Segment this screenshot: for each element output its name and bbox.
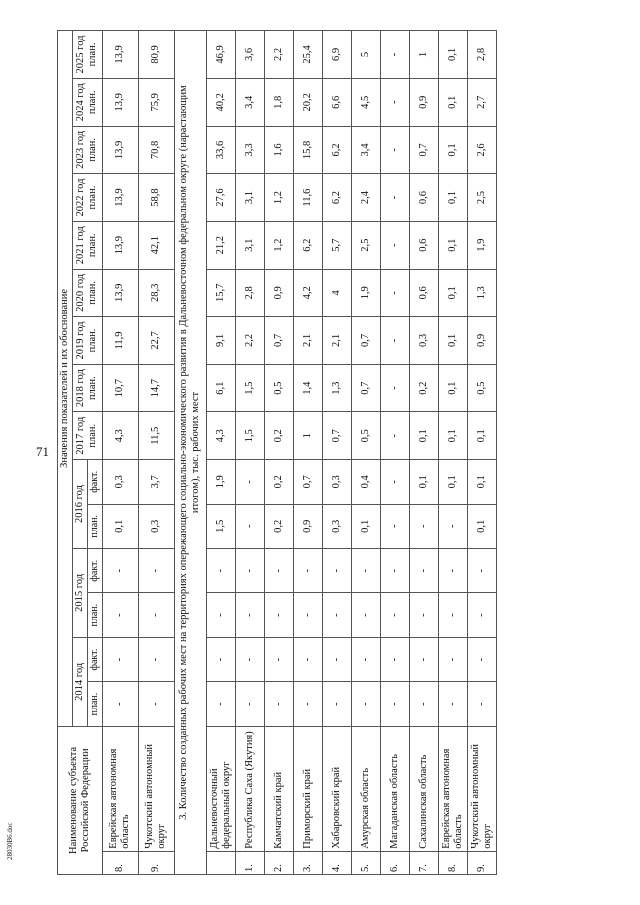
- table-row: [102, 31, 138, 875]
- value-cell: 13,9: [102, 78, 138, 126]
- plan-2016-header: план.: [88, 504, 103, 548]
- year-2019-header: 2019 год план.: [73, 317, 103, 365]
- value-cell: 0,5: [351, 412, 380, 460]
- table-row: [351, 31, 380, 875]
- value-cell: 0,9: [467, 317, 496, 365]
- subject-name: Дальневосточный федеральный округ: [206, 726, 235, 851]
- value-cell: 70,8: [138, 126, 174, 174]
- value-cell: -: [351, 637, 380, 681]
- year-2025-header: 2025 год план.: [73, 31, 103, 79]
- value-cell: -: [322, 682, 351, 726]
- value-cell: 1,5: [206, 504, 235, 548]
- value-cell: -: [380, 460, 409, 504]
- value-cell: 0,1: [409, 412, 438, 460]
- value-cell: -: [467, 593, 496, 637]
- value-cell: 0,7: [293, 460, 322, 504]
- value-cell: -: [438, 682, 467, 726]
- table-row: [264, 31, 293, 875]
- table-row: [206, 31, 235, 875]
- value-cell: 3,4: [235, 78, 264, 126]
- value-cell: 13,9: [102, 126, 138, 174]
- value-cell: -: [380, 174, 409, 222]
- subject-name: Еврейская автономная область: [438, 726, 467, 851]
- value-cell: -: [380, 593, 409, 637]
- value-cell: 4: [322, 269, 351, 317]
- value-cell: 5,7: [322, 221, 351, 269]
- value-cell: 0,2: [264, 504, 293, 548]
- value-cell: 2,2: [264, 31, 293, 79]
- value-cell: -: [138, 548, 174, 592]
- year-2024-header: 2024 год план.: [73, 78, 103, 126]
- table-row: [438, 31, 467, 875]
- value-cell: 0,9: [293, 504, 322, 548]
- table-row: [409, 31, 438, 875]
- value-cell: -: [409, 682, 438, 726]
- value-cell: 1,4: [293, 364, 322, 412]
- row-index: 7.: [409, 851, 438, 874]
- table-header: [58, 31, 103, 875]
- value-cell: 27,6: [206, 174, 235, 222]
- value-cell: 11,5: [138, 412, 174, 460]
- value-cell: 1,5: [235, 364, 264, 412]
- value-cell: -: [293, 548, 322, 592]
- value-cell: 0,6: [409, 174, 438, 222]
- value-cell: 0,1: [467, 460, 496, 504]
- value-cell: 13,9: [102, 174, 138, 222]
- value-cell: 0,7: [264, 317, 293, 365]
- value-cell: 1,9: [351, 269, 380, 317]
- value-cell: -: [438, 593, 467, 637]
- fact-2016-header: факт.: [88, 460, 103, 504]
- section-title: 3. Количество созданных рабочих мест на территориях опережающего социально-экономического развития в Дальневосточном федеральном округе (нарастающим итогом), тыс. рабочих мест: [174, 31, 206, 875]
- year-2016-header: 2016 год: [73, 460, 88, 549]
- value-cell: 6,2: [322, 126, 351, 174]
- subject-name: Камчатский край: [264, 726, 293, 851]
- value-cell: -: [102, 548, 138, 592]
- value-cell: -: [206, 593, 235, 637]
- subject-name: Чукотский автономный округ: [138, 726, 174, 851]
- value-cell: -: [380, 548, 409, 592]
- value-cell: -: [206, 637, 235, 681]
- value-cell: 1,9: [467, 221, 496, 269]
- row-index: 9.: [467, 851, 496, 874]
- value-cell: 4,3: [206, 412, 235, 460]
- value-cell: 0,5: [467, 364, 496, 412]
- value-cell: 80,9: [138, 31, 174, 79]
- value-cell: 0,1: [438, 174, 467, 222]
- year-2022-header: 2022 год план.: [73, 174, 103, 222]
- value-cell: 1: [293, 412, 322, 460]
- subject-name: Амурская область: [351, 726, 380, 851]
- value-cell: -: [102, 593, 138, 637]
- value-cell: 40,2: [206, 78, 235, 126]
- value-cell: -: [380, 364, 409, 412]
- value-cell: 0,1: [438, 221, 467, 269]
- value-cell: 6,6: [322, 78, 351, 126]
- page-number: 71: [36, 444, 49, 459]
- value-cell: 3,1: [235, 174, 264, 222]
- value-cell: -: [235, 548, 264, 592]
- value-cell: 2,5: [467, 174, 496, 222]
- value-cell: -: [206, 682, 235, 726]
- value-cell: -: [235, 637, 264, 681]
- value-cell: -: [380, 126, 409, 174]
- value-cell: 3,6: [235, 31, 264, 79]
- value-cell: 0,4: [351, 460, 380, 504]
- value-cell: -: [235, 460, 264, 504]
- fact-2015-header: факт.: [88, 548, 103, 592]
- row-index: 2.: [264, 851, 293, 874]
- value-cell: -: [138, 682, 174, 726]
- value-cell: 11,9: [102, 317, 138, 365]
- table-row: [138, 31, 174, 875]
- value-cell: 0,7: [322, 412, 351, 460]
- value-cell: 20,2: [293, 78, 322, 126]
- value-cell: -: [380, 269, 409, 317]
- subject-name: Еврейская автономная область: [102, 726, 138, 851]
- value-cell: -: [380, 317, 409, 365]
- value-cell: 0,2: [264, 460, 293, 504]
- value-cell: -: [351, 548, 380, 592]
- value-cell: 0,9: [409, 78, 438, 126]
- value-cell: -: [409, 593, 438, 637]
- table-body-bottom: [206, 31, 496, 875]
- value-cell: -: [467, 682, 496, 726]
- value-cell: 0,3: [322, 504, 351, 548]
- value-cell: 13,9: [102, 269, 138, 317]
- year-2018-header: 2018 год план.: [73, 364, 103, 412]
- value-cell: 0,2: [409, 364, 438, 412]
- year-2020-header: 2020 год план.: [73, 269, 103, 317]
- value-cell: 15,7: [206, 269, 235, 317]
- subject-name-header: Наименование субъекта Российской Федерации: [58, 726, 103, 874]
- value-cell: 2,4: [351, 174, 380, 222]
- value-cell: -: [235, 593, 264, 637]
- table-body-top: [102, 31, 174, 875]
- value-cell: -: [351, 682, 380, 726]
- value-cell: 0,1: [438, 460, 467, 504]
- year-2015-header: 2015 год: [73, 548, 88, 637]
- value-cell: 58,8: [138, 174, 174, 222]
- table-row: [467, 31, 496, 875]
- subject-name: Магаданская область: [380, 726, 409, 851]
- value-cell: 3,7: [138, 460, 174, 504]
- value-cell: 2,1: [293, 317, 322, 365]
- value-cell: 2,2: [235, 317, 264, 365]
- value-cell: 2,5: [351, 221, 380, 269]
- subject-name: Чукотский автономный округ: [467, 726, 496, 851]
- value-cell: 0,3: [409, 317, 438, 365]
- value-cell: -: [264, 682, 293, 726]
- value-cell: -: [467, 548, 496, 592]
- plan-2014-header: план.: [88, 682, 103, 726]
- value-cell: -: [138, 637, 174, 681]
- value-cell: -: [322, 548, 351, 592]
- value-cell: 0,1: [438, 78, 467, 126]
- year-2017-header: 2017 год план.: [73, 412, 103, 460]
- value-cell: 6,2: [322, 174, 351, 222]
- value-cell: 0,5: [264, 364, 293, 412]
- table-row: [293, 31, 322, 875]
- value-cell: -: [380, 637, 409, 681]
- value-cell: 1,3: [322, 364, 351, 412]
- value-cell: 4,2: [293, 269, 322, 317]
- value-cell: 4,3: [102, 412, 138, 460]
- value-cell: -: [102, 682, 138, 726]
- value-cell: 6,1: [206, 364, 235, 412]
- row-index: 4.: [322, 851, 351, 874]
- section-3: [174, 31, 206, 875]
- value-cell: -: [467, 637, 496, 681]
- value-cell: 0,6: [409, 221, 438, 269]
- value-cell: -: [235, 682, 264, 726]
- value-cell: -: [293, 682, 322, 726]
- value-cell: 2,6: [467, 126, 496, 174]
- value-cell: -: [380, 221, 409, 269]
- value-cell: -: [102, 637, 138, 681]
- row-index: 8.: [102, 851, 138, 874]
- year-2014-header: 2014 год: [73, 637, 88, 726]
- value-cell: 9,1: [206, 317, 235, 365]
- subject-name: Республика Саха (Якутия): [235, 726, 264, 851]
- value-cell: 3,3: [235, 126, 264, 174]
- value-cell: 46,9: [206, 31, 235, 79]
- value-cell: 10,7: [102, 364, 138, 412]
- value-cell: 6,9: [322, 31, 351, 79]
- row-index: 3.: [293, 851, 322, 874]
- value-cell: 3,1: [235, 221, 264, 269]
- value-cell: 25,4: [293, 31, 322, 79]
- value-cell: -: [264, 548, 293, 592]
- value-cell: 1: [409, 31, 438, 79]
- value-cell: -: [138, 593, 174, 637]
- value-cell: 0,2: [264, 412, 293, 460]
- value-cell: 28,3: [138, 269, 174, 317]
- value-cell: -: [380, 412, 409, 460]
- value-cell: 0,1: [409, 460, 438, 504]
- table-row: [235, 31, 264, 875]
- value-cell: -: [293, 637, 322, 681]
- value-cell: 6,2: [293, 221, 322, 269]
- value-cell: 22,7: [138, 317, 174, 365]
- year-2023-header: 2023 год план.: [73, 126, 103, 174]
- table-row: [380, 31, 409, 875]
- value-cell: 13,9: [102, 31, 138, 79]
- value-cell: 0,3: [138, 504, 174, 548]
- value-cell: -: [438, 637, 467, 681]
- value-cell: 0,1: [438, 364, 467, 412]
- row-index: 1.: [235, 851, 264, 874]
- value-cell: -: [380, 78, 409, 126]
- value-cell: -: [235, 504, 264, 548]
- value-cell: 1,9: [206, 460, 235, 504]
- value-cell: -: [380, 682, 409, 726]
- value-cell: 5: [351, 31, 380, 79]
- value-cell: 0,1: [438, 31, 467, 79]
- year-2021-header: 2021 год план.: [73, 221, 103, 269]
- value-cell: 33,6: [206, 126, 235, 174]
- value-cell: 2,1: [322, 317, 351, 365]
- value-cell: -: [322, 637, 351, 681]
- value-cell: 1,5: [235, 412, 264, 460]
- value-cell: 1,6: [264, 126, 293, 174]
- value-cell: 0,9: [264, 269, 293, 317]
- value-cell: 1,8: [264, 78, 293, 126]
- indicators-table: [57, 30, 497, 875]
- value-cell: 0,1: [438, 269, 467, 317]
- row-index: [206, 851, 235, 874]
- value-cell: 11,6: [293, 174, 322, 222]
- value-cell: -: [409, 504, 438, 548]
- value-cell: 0,7: [351, 317, 380, 365]
- rotated-table-container: [57, 30, 577, 875]
- value-cell: -: [322, 593, 351, 637]
- value-cell: 3,4: [351, 126, 380, 174]
- values-title-header: Значения показателей и их обоснование: [58, 31, 73, 727]
- value-cell: -: [380, 504, 409, 548]
- value-cell: 1,2: [264, 174, 293, 222]
- value-cell: 13,9: [102, 221, 138, 269]
- value-cell: 0,1: [102, 504, 138, 548]
- value-cell: 0,1: [467, 504, 496, 548]
- row-index: 6.: [380, 851, 409, 874]
- value-cell: 0,7: [409, 126, 438, 174]
- subject-name: Сахалинская область: [409, 726, 438, 851]
- value-cell: 0,3: [322, 460, 351, 504]
- value-cell: 2,7: [467, 78, 496, 126]
- fact-2014-header: факт.: [88, 637, 103, 681]
- plan-2015-header: план.: [88, 593, 103, 637]
- value-cell: 0,6: [409, 269, 438, 317]
- value-cell: -: [380, 31, 409, 79]
- value-cell: 0,1: [467, 412, 496, 460]
- row-index: 5.: [351, 851, 380, 874]
- value-cell: 75,9: [138, 78, 174, 126]
- value-cell: -: [293, 593, 322, 637]
- value-cell: -: [409, 548, 438, 592]
- value-cell: 15,8: [293, 126, 322, 174]
- value-cell: 0,7: [351, 364, 380, 412]
- subject-name: Приморский край: [293, 726, 322, 851]
- table-row: [322, 31, 351, 875]
- value-cell: -: [438, 548, 467, 592]
- value-cell: 0,1: [438, 317, 467, 365]
- subject-name: Хабаровский край: [322, 726, 351, 851]
- value-cell: -: [206, 548, 235, 592]
- value-cell: 0,3: [102, 460, 138, 504]
- value-cell: -: [264, 637, 293, 681]
- value-cell: 4,5: [351, 78, 380, 126]
- value-cell: -: [409, 637, 438, 681]
- value-cell: -: [264, 593, 293, 637]
- value-cell: -: [438, 504, 467, 548]
- value-cell: 2,8: [467, 31, 496, 79]
- value-cell: 2,8: [235, 269, 264, 317]
- value-cell: 42,1: [138, 221, 174, 269]
- value-cell: 0,1: [438, 412, 467, 460]
- row-index: 8.: [438, 851, 467, 874]
- value-cell: 0,1: [438, 126, 467, 174]
- value-cell: 0,1: [351, 504, 380, 548]
- value-cell: 1,3: [467, 269, 496, 317]
- value-cell: 1,2: [264, 221, 293, 269]
- value-cell: 21,2: [206, 221, 235, 269]
- row-index: 9.: [138, 851, 174, 874]
- value-cell: -: [351, 593, 380, 637]
- document-id: 28030B6.doc: [6, 822, 14, 860]
- value-cell: 14,7: [138, 364, 174, 412]
